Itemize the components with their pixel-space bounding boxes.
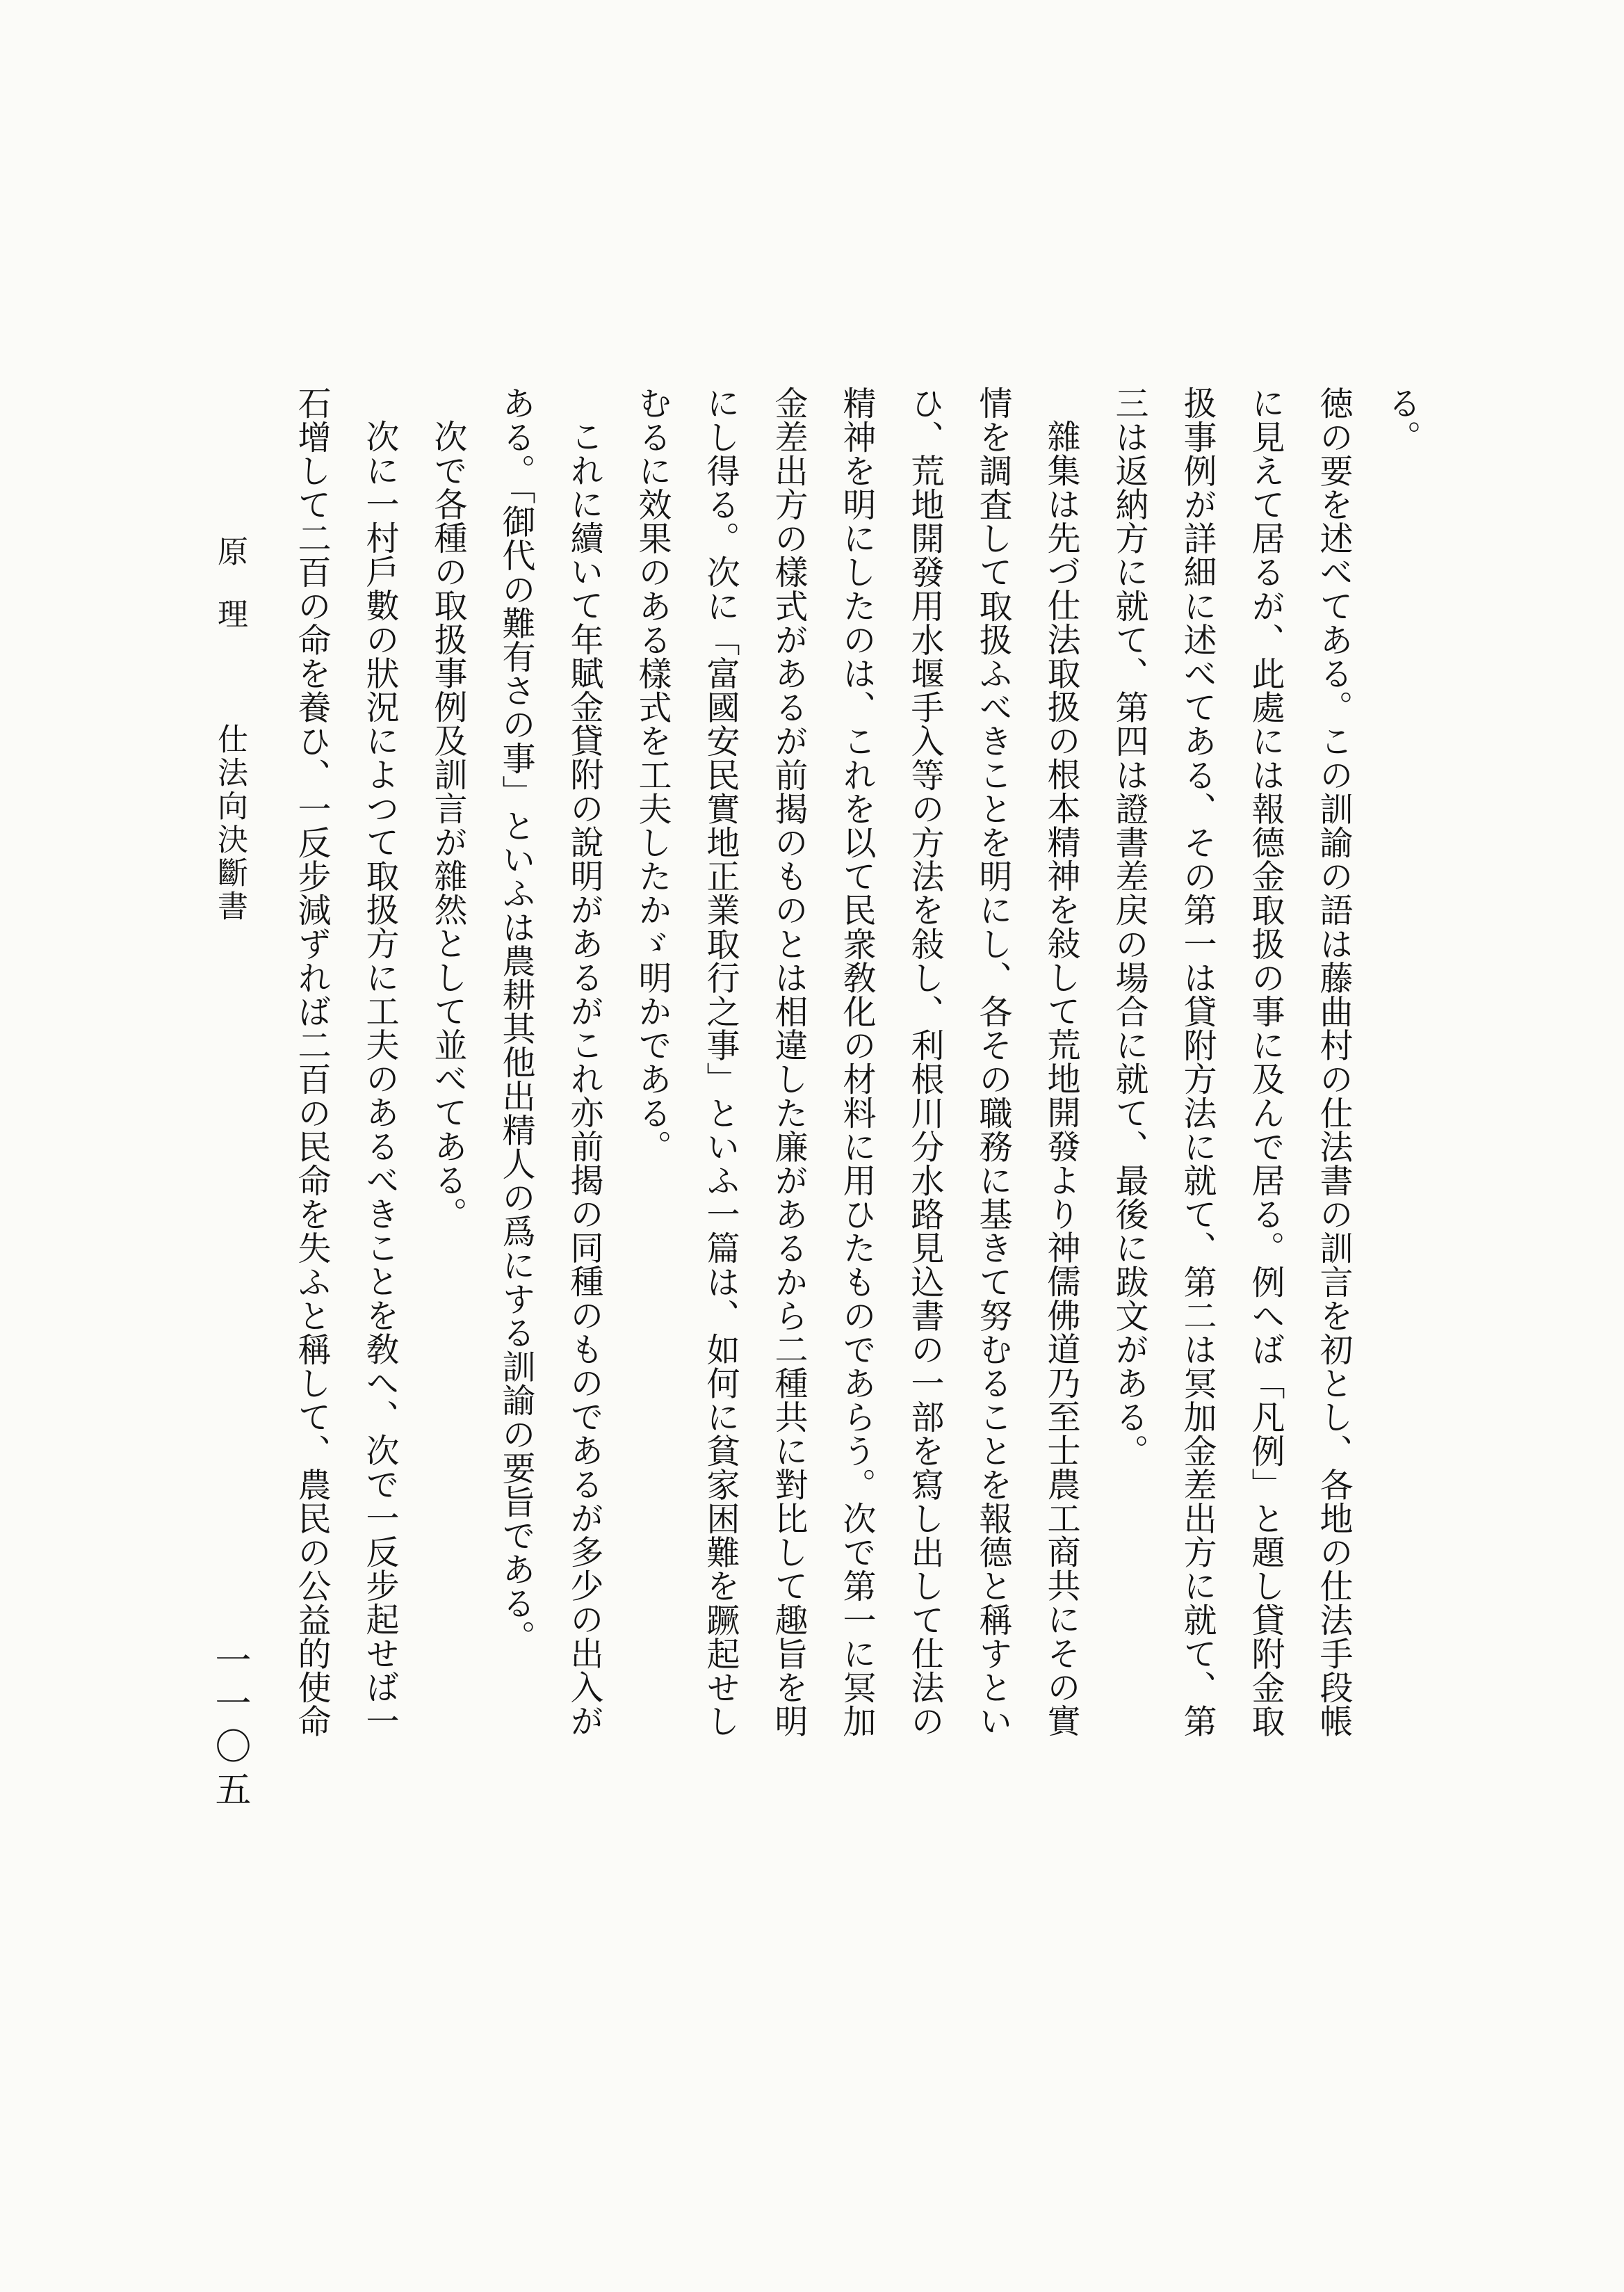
paragraph-5: 次で各種の取扱事例及訓言が雜然として並べてある。 bbox=[428, 419, 467, 1231]
section-label: 原理 bbox=[212, 535, 247, 661]
paragraph-6: 次に一村戶數の狀況によつて取扱方に工夫のあるべきことを敎へ、次で一反步起せば一石增して二百の命を養ひ、一反步減ずれば二百の民命を失ふと稱して、農民の公益的使命 bbox=[292, 386, 399, 1738]
book-title-label: 仕法向決斷書 bbox=[212, 723, 247, 923]
paragraph-4: これに續いて年賦金貸附の說明があるがこれ亦前揭の同種のものであるが多少の出入がある。「御代の難有さの事」といふは農耕其他出精人の爲にする訓諭の要旨である。 bbox=[496, 386, 603, 1738]
running-head bbox=[202, 535, 257, 1161]
page-number: 一一〇五 bbox=[209, 1641, 250, 1814]
paragraph-1: る。 bbox=[1382, 386, 1421, 454]
paragraph-3: 雜集は先づ仕法取扱の根本精神を敍して荒地開發より神儒佛道乃至士農工商共にその實情を調査して取扱ふべきことを明にし、各その職務に基きて努むることを報德と稱すといひ、荒地開發用水堰手入等の方法を敍し、利根川分水路見込書の一部を寫し出して仕法の精神を明にしたのは、これを以て民衆敎化の材料に用ひたものであらう。次で第一に冥加金差出方の樣式があるが前揭のものとは相違した廉があるから二種共に對比して趣旨を明にし得る。次に「富國安民實地正業取行之事」といふ一篇は、如何に貧家困難を蹶起せしむるに效果のある樣式を工夫したかゞ明かである。 bbox=[633, 386, 1080, 1738]
main-text-block bbox=[275, 386, 1436, 1763]
paragraph-2: 徳の要を述べてある。この訓諭の語は藤曲村の仕法書の訓言を初とし、各地の仕法手段帳に見えて居るが、此處には報德金取扱の事に及んで居る。例へば「凡例」と題し貸附金取扱事例が詳細に述べてある、その第一は貸附方法に就て、第二は冥加金差出方に就て、第三は返納方に就て、第四は證書差戻の場合に就て、最後に跋文がある。 bbox=[1110, 386, 1353, 1738]
